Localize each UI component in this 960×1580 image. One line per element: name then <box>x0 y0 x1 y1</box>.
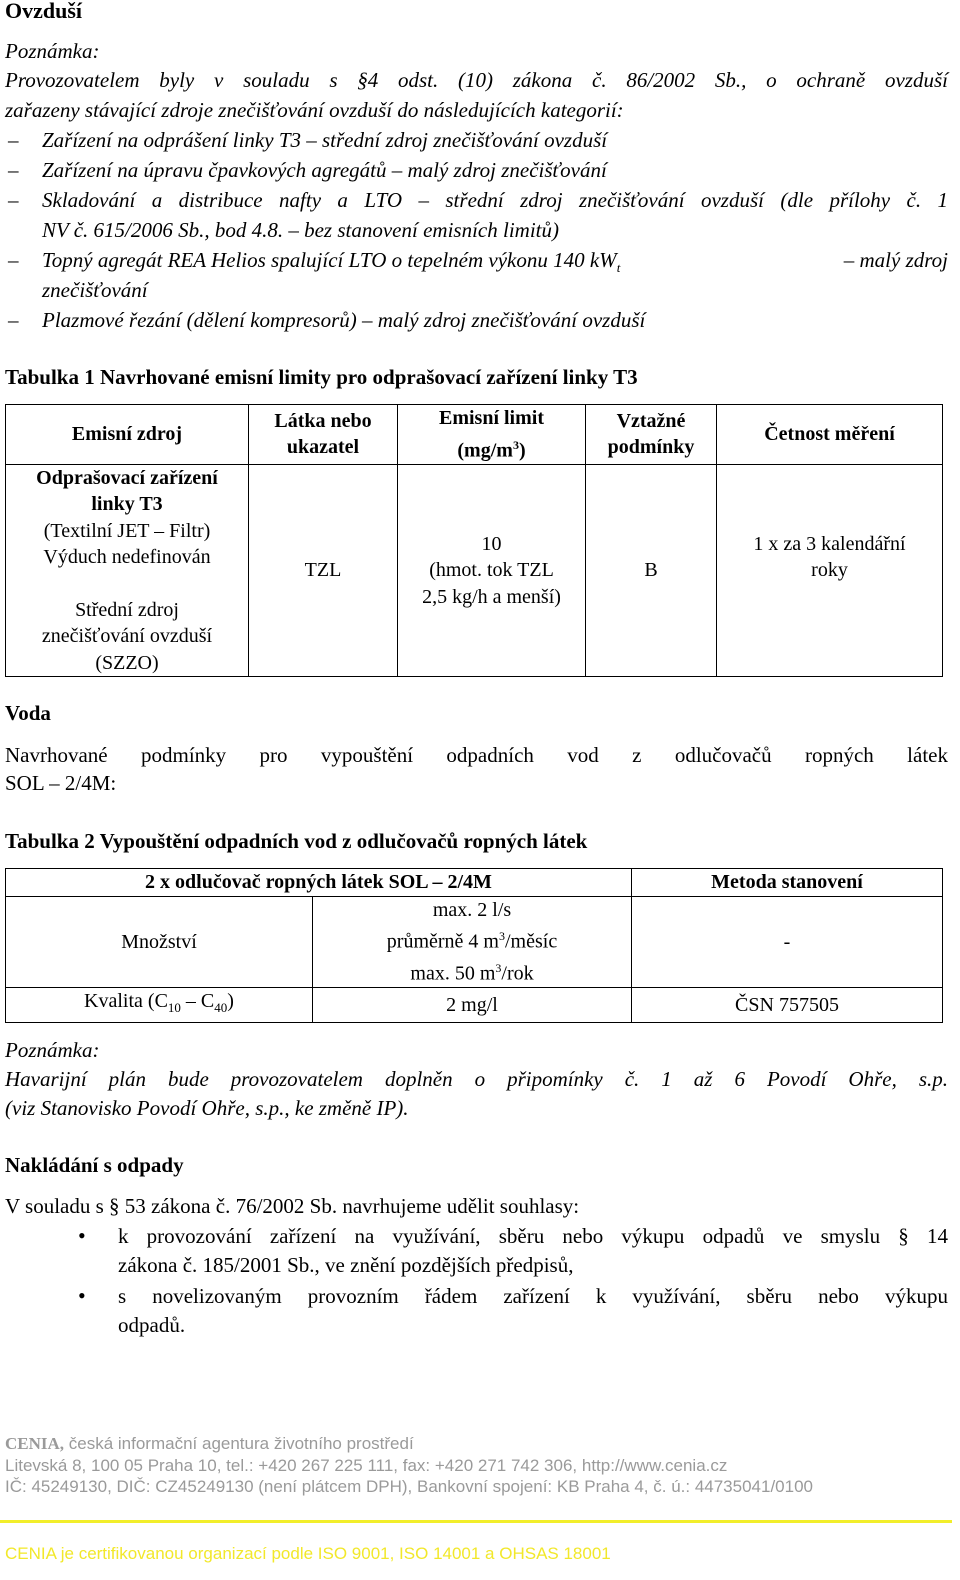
list-item <box>8 125 948 155</box>
list-item <box>8 245 948 305</box>
header-limit: Emisní limit $(mg/m^3)$ <box>398 405 586 465</box>
bullet-dot: • <box>78 1223 86 1248</box>
table-row <box>6 896 943 988</box>
header-substance: Látka nebo ukazatel <box>249 405 398 465</box>
cell-conditions: B <box>586 464 717 677</box>
header-source: Emisní zdroj <box>6 405 249 465</box>
bullet-text-line2: odpadů. <box>118 1313 186 1337</box>
note2-line2: (viz Stanovisko Povodí Ohře, s.p., ke změně IP). <box>5 1096 409 1120</box>
list-item <box>8 185 948 245</box>
note-label: Poznámka: <box>5 39 100 63</box>
cell-quality-label: Kvalita $(C_{10} - C_{40})$ <box>6 988 313 1023</box>
subscript-t: t <box>616 260 621 276</box>
cell-quantity-label: Množství <box>6 896 313 988</box>
list-item-text: Skladování a distribuce nafty a LTO – střední zdroj znečišťování ovzduší (dle přílohy č. 1 <box>42 188 948 212</box>
cell-substance: TZL <box>249 464 398 677</box>
note2-line1: Havarijní plán bude provozovatelem doplněn o připomínky č. 1 až 6 Povodí Ohře, s.p. <box>5 1067 948 1091</box>
header-conditions: Vztažné podmínky <box>586 405 717 465</box>
header-method: Metoda stanovení <box>632 869 943 897</box>
footer-address: Litevská 8, 100 05 Praha 10, tel.: +420 267 225 111, fax: +420 271 742 306, http://www.cenia.cz <box>5 1456 728 1475</box>
header-frequency: Četnost měření <box>717 405 943 465</box>
water-intro-line1: Navrhované podmínky pro vypouštění odpadních vod z odlučovačů ropných látek <box>5 743 948 767</box>
heater-text: Topný agregát REA Helios spalující LTO o tepelném výkonu 140 kW <box>42 248 617 272</box>
bullet-text-line2: zákona č. 185/2001 Sb., ve znění pozdějších předpisů, <box>118 1253 574 1277</box>
table-header-row <box>6 405 943 465</box>
section-heading-water: Voda <box>5 701 51 725</box>
air-intro-line2: zařazeny stávající zdroje znečišťování ovzduší do následujících kategorií: <box>5 98 624 122</box>
table-row <box>6 464 943 677</box>
list-item <box>78 1281 948 1341</box>
cell-frequency: 1 x za 3 kalendářní roky <box>717 464 943 677</box>
dash-bullet: – <box>8 158 19 182</box>
table2-caption: Tabulka 2 Vypouštění odpadních vod z odlučovačů ropných látek <box>5 829 588 853</box>
footer-certification: CENIA je certifikovanou organizací podle ISO 9001, ISO 14001 a OHSAS 18001 <box>5 1544 611 1563</box>
cell-quantity-value: max. 2 l/s průměrně 4 $m^3$/měsíc max. 50 $m^3$/rok <box>313 896 632 988</box>
list-item-text: Zařízení na úpravu čpavkových agregátů – malý zdroj znečišťování <box>42 158 607 182</box>
dash-bullet: – <box>8 248 19 272</box>
bullet-text-line1: s novelizovaným provozním řádem zařízení k využívání, sběru nebo výkupu <box>118 1284 948 1308</box>
bullet-text-line1: k provozování zařízení na využívání, sběru nebo výkupu odpadů ve smyslu § 14 <box>118 1224 948 1248</box>
list-item-text: Zařízení na odprášení linky T3 – střední zdroj znečišťování ovzduší <box>42 128 608 152</box>
dash-bullet: – <box>8 128 19 152</box>
table1-caption: Tabulka 1 Navrhované emisní limity pro odprašovací zařízení linky T3 <box>5 365 638 389</box>
waste-intro: V souladu s § 53 zákona č. 76/2002 Sb. navrhujeme udělit souhlasy: <box>5 1194 580 1218</box>
dash-bullet: – <box>8 188 19 212</box>
list-item-text-cont: NV č. 615/2006 Sb., bod 4.8. – bez stanovení emisních limitů) <box>42 218 559 242</box>
table-header-row <box>6 869 943 897</box>
footer-ids: IČ: 45249130, DIČ: CZ45249130 (není plátcem DPH), Bankovní spojení: KB Praha 4, č. ú.: 44735041/0100 <box>5 1477 813 1496</box>
footer-divider <box>0 1520 952 1523</box>
air-intro-line1: Provozovatelem byly v souladu s §4 odst. (10) zákona č. 86/2002 Sb., o ochraně ovzduší <box>5 68 948 92</box>
section-heading-air: Ovzduší <box>5 0 83 23</box>
bullet-dot: • <box>78 1283 86 1308</box>
note2-label: Poznámka: <box>5 1038 100 1062</box>
emission-limits-table <box>5 404 943 677</box>
list-item <box>8 305 948 335</box>
cell-quantity-method: - <box>632 896 943 988</box>
list-item-text: Plazmové řezání (dělení kompresorů) – malý zdroj znečišťování ovzduší <box>42 308 646 332</box>
table-row <box>6 988 943 1023</box>
water-intro-line2: SOL – 2/4M: <box>5 771 117 795</box>
dash-bullet: – <box>8 308 19 332</box>
cell-quality-method: ČSN 757505 <box>632 988 943 1023</box>
cell-quality-value: 2 mg/l <box>313 988 632 1023</box>
list-item <box>78 1221 948 1281</box>
cell-source: Odprašovací zařízení linky T3 (Textilní JET – Filtr) Výduch nedefinován Střední zdroj znečišťování ovzduší (SZZO) <box>6 464 249 677</box>
cell-limit: 10 (hmot. tok TZL 2,5 kg/h a menší) <box>398 464 586 677</box>
list-item <box>8 155 948 185</box>
list-item-text-cont: znečišťování <box>42 278 148 302</box>
section-heading-waste: Nakládání s odpady <box>5 1153 184 1177</box>
header-separator: 2 x odlučovač ropných látek SOL – 2/4M <box>6 869 632 897</box>
footer-org: CENIA, česká informační agentura životního prostředí <box>5 1434 414 1453</box>
wastewater-table <box>5 868 943 1023</box>
heater-category: – malý zdroj <box>843 248 948 272</box>
